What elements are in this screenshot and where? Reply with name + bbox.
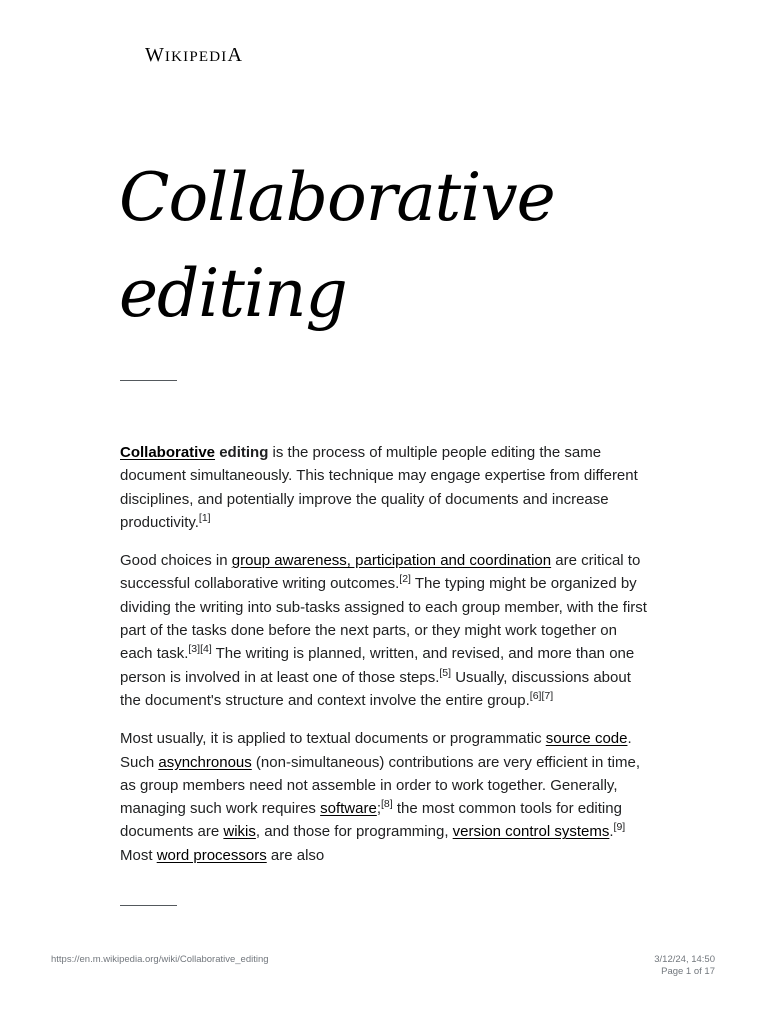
reference-9[interactable]: [9] bbox=[613, 821, 626, 834]
reference-4[interactable]: [4] bbox=[200, 643, 212, 656]
paragraph-2: Good choices in group awareness, participation and coordination are critical to successful collaborative writing outcomes.[2] The typing might be organized by dividing the writing into sub-tasks assigned to each group member, with the first part of the tasks done before the next parts, or they might work together on each task.[3][4] The writing is planned, written, and revised, and more than one person is involved in at least one of those steps.[5] Usually, discussions about the document's structure and context involve the entire group.[6][7] bbox=[120, 552, 647, 709]
reference-7[interactable]: [7] bbox=[541, 689, 554, 702]
reference-3[interactable]: [3] bbox=[188, 643, 201, 656]
link-word-processors[interactable]: word processors bbox=[156, 846, 267, 864]
reference-8[interactable]: [8] bbox=[380, 798, 393, 811]
title-divider bbox=[120, 380, 177, 381]
footer-datetime: 3/12/24, 14:50 bbox=[654, 954, 715, 965]
footer-meta bbox=[654, 954, 715, 977]
footer-url: https://en.m.wikipedia.org/wiki/Collaborative_editing bbox=[51, 954, 269, 965]
paragraph-3: Most usually, it is applied to textual documents or programmatic source code. Such asynchronous (non-simultaneous) contributions are very efficient in time, as group members need not assemble in order to work together. Generally, managing such work requires software;[8] the most common tools for editing documents are wikis, and those for programming, version control systems.[9] Most word processors are also bbox=[120, 730, 641, 864]
reference-6[interactable]: [6] bbox=[529, 689, 542, 702]
paragraph-1: Collaborative editing is the process of multiple people editing the same document simultaneously. This technique may engage expertise from different disciplines, and potentially improve the quality of documents and increase productivity.[1] bbox=[120, 444, 638, 531]
bold-editing: editing bbox=[219, 444, 269, 461]
page-title: Collaborative editing bbox=[119, 159, 555, 332]
wikipedia-logo[interactable]: WIKIPEDIA bbox=[145, 44, 243, 66]
link-wikis[interactable]: wikis bbox=[223, 823, 256, 841]
link-source-code[interactable]: source code bbox=[545, 730, 628, 748]
link-version-control-systems[interactable]: version control systems bbox=[452, 823, 610, 841]
footer-page-number: Page 1 of 17 bbox=[661, 965, 715, 977]
link-software[interactable]: software bbox=[320, 800, 377, 818]
page-break-divider bbox=[120, 905, 177, 906]
article-body bbox=[120, 441, 650, 882]
reference-2[interactable]: [2] bbox=[399, 573, 411, 586]
link-collaborative[interactable]: Collaborative bbox=[120, 444, 216, 461]
reference-1[interactable]: [1] bbox=[198, 511, 211, 524]
link-group-awareness[interactable]: group awareness, participation and coordination bbox=[231, 552, 552, 570]
link-asynchronous[interactable]: asynchronous bbox=[158, 753, 252, 771]
reference-5[interactable]: [5] bbox=[439, 666, 452, 679]
